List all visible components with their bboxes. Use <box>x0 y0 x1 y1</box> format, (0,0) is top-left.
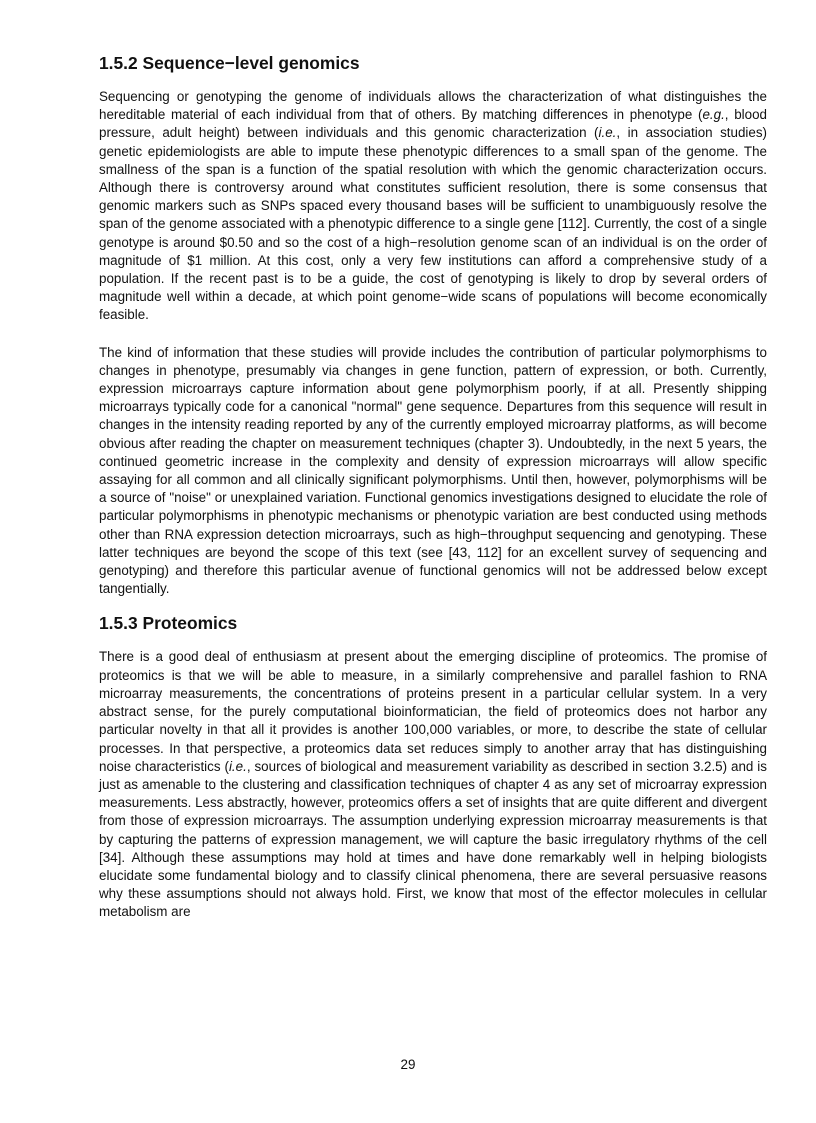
text-run: The kind of information that these studies will provide includes the contribution of particular polymorphisms to changes in phenotype, presumably via changes in gene function, pattern of expression, or both. Currently, expression microarrays capture information about gene polymorphism poorly, if at all. Presently shipping microarrays typically code for a canonical "normal" gene sequence. Departures from this sequence will result in changes in the intensity reading reported by any of the currently employed microarray platforms, as will become obvious after reading the chapter on measurement techniques (chapter 3). Undoubtedly, in the next 5 years, the continued geometric increase in the complexity and density of expression microarrays will allow specific assaying for all common and all clinically significant polymorphisms. Until then, however, polymorphisms will be a source of "noise" or unexplained variation. Functional genomics investigations designed to elucidate the role of particular polymorphisms in phenotypic mechanisms or phenotypic variation are best conducted using methods other than RNA expression detection microarrays, such as high−throughput sequencing and genotyping. These latter techniques are beyond the scope of this text (see [43, 112] for an excellent survey of sequencing and genotyping) and therefore this particular avenue of functional genomics will not be addressed below except tangentially. <box>99 344 767 597</box>
italic-run: i.e. <box>598 125 617 141</box>
text-run: , in association studies) genetic epidemiologists are able to impute these phenotypic differences to a small span of the genome. The smallness of the span is a function of the spatial resolution with which the genomic characterization occurs. Although there is controversy around what constitutes sufficient resolution, there is some consensus that genomic markers such as SNPs spaced every thousand bases will be sufficient to unambiguously resolve the span of the genome associated with a phenotypic difference to a single gene [112]. Currently, the cost of a single genotype is around $0.50 and so the cost of a high−resolution genome scan of an individual is on the order of magnitude of $1 million. At this cost, only a very few institutions can afford a comprehensive study of a population. If the recent past is to be a guide, the cost of genotyping is likely to drop by several orders of magnitude well within a decade, at which point genome−wide scans of populations will become economically feasible. <box>99 125 768 323</box>
paragraph-sequencing <box>99 88 767 325</box>
italic-run: e.g. <box>702 107 725 123</box>
text-run: There is a good deal of enthusiasm at present about the emerging discipline of proteomics. The promise of proteomics is that we will be able to measure, in a similarly comprehensive and parallel fashion to RNA microarray measurements, the concentrations of proteins present in a particular cellular system. In a very abstract sense, for the purely computational bioinformatician, the field of proteomics does not harbor any particular novelty in that all it provides is another 100,000 variables, or more, to describe the state of cellular processes. In that perspective, a proteomics data set reduces simply to another array that has distinguishing noise characteristics ( <box>99 649 767 774</box>
text-run: , blood pressure, adult height) between individuals and this genomic characterization ( <box>99 107 767 141</box>
text-run: , sources of biological and measurement variability as described in section 3.2.5) and is just as amenable to the clustering and classification techniques of chapter 4 as any set of microarray expression measurements. Less abstractly, however, proteomics offers a set of insights that are quite different and divergent from those of expression microarrays. The assumption underlying expression microarray measurements is that by capturing the patterns of expression management, we will capture the basic irregulatory rhythms of the cell [34]. Although these assumptions may hold at times and have done remarkably well in helping biologists elucidate some fundamental biology and to classify clinical phenomena, there are several persuasive reasons why these assumptions should not always hold. First, we know that most of the effector molecules in cellular metabolism are <box>99 758 767 920</box>
page-number: 29 <box>400 1057 416 1072</box>
section-heading-proteomics: 1.5.3 Proteomics <box>99 613 238 634</box>
paragraph-proteomics <box>99 648 767 921</box>
page-body <box>99 52 767 922</box>
section-heading-sequence-level-genomics: 1.5.2 Sequence−level genomics <box>99 53 360 73</box>
italic-run: i.e. <box>228 758 247 774</box>
text-run: Sequencing or genotyping the genome of individuals allows the characterization of what distinguishes the hereditable material of each individual from that of others. By matching differences in phenotype ( <box>99 89 767 123</box>
paragraph-polymorphisms <box>99 344 767 599</box>
